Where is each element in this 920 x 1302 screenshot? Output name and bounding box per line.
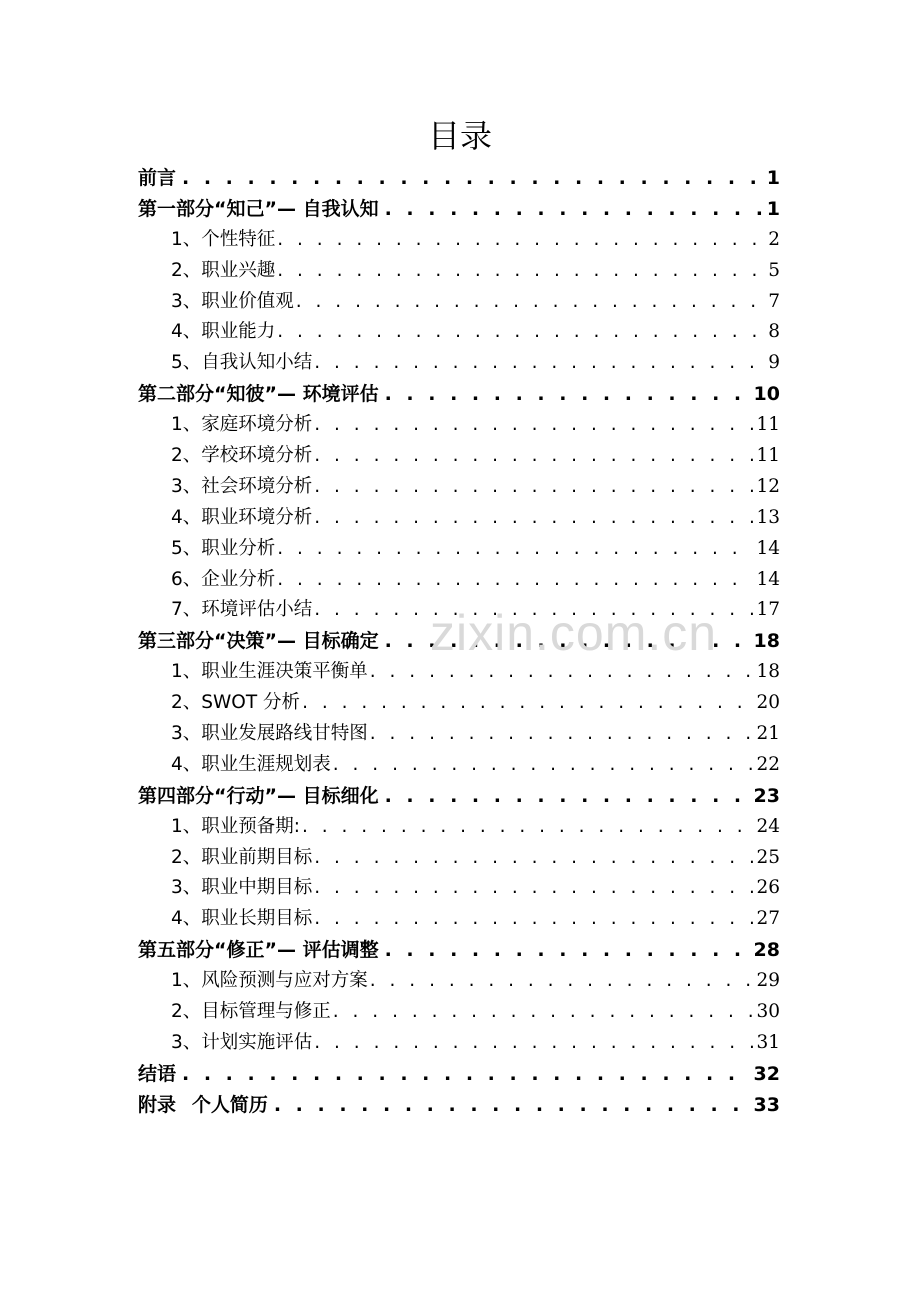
toc-subsection-entry[interactable]	[138, 1028, 780, 1059]
toc-entry-subtitle: 个人简历	[191, 1093, 268, 1116]
toc-subsection-entry[interactable]	[138, 225, 780, 256]
toc-entry-title: 5、自我认知小结	[171, 352, 313, 374]
toc-dot-leader	[274, 1090, 751, 1121]
toc-page-number: 29	[756, 970, 780, 992]
toc-page-number: 30	[756, 1001, 780, 1023]
toc-page-number: 32	[753, 1062, 780, 1085]
toc-dot-leader	[277, 534, 753, 565]
toc-page-number: 11	[756, 445, 780, 467]
toc-entry-title: 5、职业分析	[171, 537, 276, 559]
toc-subsection-entry[interactable]	[138, 472, 780, 503]
toc-entry-title: 2、学校环境分析	[171, 445, 313, 467]
toc-page-number: 1	[766, 197, 780, 220]
toc-entry-title: 4、职业能力	[171, 321, 276, 343]
toc-entry-title: 7、环境评估小结	[171, 599, 313, 621]
toc-entry-title: 2、目标管理与修正	[171, 1001, 331, 1023]
toc-entry-title: 1、职业生涯决策平衡单	[171, 661, 368, 683]
toc-subsection-entry[interactable]	[138, 565, 780, 596]
toc-dot-leader	[370, 657, 754, 688]
toc-entry-title: 4、职业长期目标	[171, 908, 313, 930]
toc-dot-leader	[277, 256, 765, 287]
toc-subsection-entry[interactable]	[138, 966, 780, 997]
toc-dot-leader	[314, 503, 753, 534]
toc-subsection-entry[interactable]	[138, 688, 780, 719]
toc-subsection-entry[interactable]	[138, 503, 780, 534]
toc-entry-title: 3、职业中期目标	[171, 877, 313, 899]
toc-page-number: 14	[756, 537, 780, 559]
toc-subsection-entry[interactable]	[138, 719, 780, 750]
toc-page-number: 11	[756, 414, 780, 436]
toc-dot-leader	[333, 750, 754, 781]
toc-page-number: 12	[756, 475, 780, 497]
toc-entry-title: 第一部分“知己”— 自我认知	[138, 197, 379, 220]
toc-dot-leader	[277, 317, 765, 348]
toc-page-number: 27	[756, 908, 780, 930]
toc-dot-leader	[385, 194, 764, 225]
toc-dot-leader	[314, 843, 753, 874]
toc-subsection-entry[interactable]	[138, 843, 780, 874]
toc-section-entry[interactable]	[138, 163, 780, 194]
toc-dot-leader	[314, 1028, 753, 1059]
toc-page-number: 21	[756, 723, 780, 745]
toc-entry-title: 1、风险预测与应对方案	[171, 970, 368, 992]
toc-subsection-entry[interactable]	[138, 348, 780, 379]
toc-page-number: 14	[756, 568, 780, 590]
toc-subsection-entry[interactable]	[138, 441, 780, 472]
toc-dot-leader	[182, 163, 764, 194]
toc-entry-title: 第五部分“修正”— 评估调整	[138, 939, 379, 962]
toc-dot-leader	[385, 379, 751, 410]
toc-section-entry[interactable]	[138, 1090, 780, 1121]
toc-section-entry[interactable]	[138, 1059, 780, 1090]
toc-dot-leader	[277, 225, 765, 256]
toc-page-number: 5	[768, 259, 780, 281]
toc-page-number: 28	[753, 939, 780, 962]
toc-entry-title: 结语	[138, 1062, 177, 1085]
toc-subsection-entry[interactable]	[138, 595, 780, 626]
toc-page-number: 1	[766, 167, 780, 189]
toc-subsection-entry[interactable]	[138, 410, 780, 441]
toc-dot-leader	[385, 781, 751, 812]
toc-dot-leader	[277, 565, 753, 596]
toc-page-number: 22	[756, 753, 780, 775]
toc-dot-leader	[314, 410, 753, 441]
toc-dot-leader	[385, 626, 751, 657]
toc-section-entry[interactable]	[138, 379, 780, 410]
toc-entry-title: 3、社会环境分析	[171, 475, 313, 497]
toc-dot-leader	[333, 997, 754, 1028]
toc-subsection-entry[interactable]	[138, 904, 780, 935]
toc-subsection-entry[interactable]	[138, 256, 780, 287]
toc-page-number: 10	[753, 383, 780, 406]
toc-entry-title: 前言	[138, 167, 177, 189]
toc-dot-leader	[370, 966, 754, 997]
toc-page-number: 24	[756, 815, 780, 837]
toc-entry-title: 2、职业前期目标	[171, 846, 313, 868]
toc-dot-leader	[182, 1059, 751, 1090]
toc-entry-title: 6、企业分析	[171, 568, 276, 590]
toc-page-number: 17	[756, 599, 780, 621]
table-of-contents	[138, 163, 780, 1121]
toc-entry-title: 4、职业生涯规划表	[171, 753, 331, 775]
toc-section-entry[interactable]	[138, 626, 780, 657]
toc-entry-title: 3、职业价值观	[171, 290, 294, 312]
toc-page-number: 2	[768, 228, 780, 250]
toc-dot-leader	[370, 719, 754, 750]
page-title: 目录	[427, 117, 492, 155]
toc-subsection-entry[interactable]	[138, 657, 780, 688]
toc-entry-title: 第二部分“知彼”— 环境评估	[138, 383, 379, 406]
toc-page-number: 13	[756, 506, 780, 528]
toc-subsection-entry[interactable]	[138, 534, 780, 565]
toc-entry-title: 4、职业环境分析	[171, 506, 313, 528]
toc-subsection-entry[interactable]	[138, 997, 780, 1028]
watermark: zixin.com.cn	[430, 605, 718, 661]
toc-entry-title: 3、计划实施评估	[171, 1031, 313, 1053]
toc-page-number: 18	[753, 630, 780, 653]
toc-entry-title: 1、家庭环境分析	[171, 414, 313, 436]
toc-page-number: 7	[768, 290, 780, 312]
toc-section-entry[interactable]	[138, 935, 780, 966]
toc-page-number: 26	[756, 877, 780, 899]
toc-entry-title: 1、个性特征	[171, 228, 276, 250]
toc-dot-leader	[296, 287, 765, 318]
toc-entry-title: 2、职业兴趣	[171, 259, 276, 281]
toc-dot-leader	[314, 348, 765, 379]
toc-dot-leader	[302, 812, 753, 843]
toc-dot-leader	[314, 595, 753, 626]
toc-entry-title: 3、职业发展路线甘特图	[171, 723, 368, 745]
toc-page-number: 23	[753, 784, 780, 807]
toc-page-number: 33	[753, 1093, 780, 1116]
toc-section-entry[interactable]	[138, 781, 780, 812]
toc-page-number: 18	[756, 661, 780, 683]
toc-dot-leader	[314, 873, 753, 904]
toc-entry-title: 第三部分“决策”— 目标确定	[138, 630, 379, 653]
toc-subsection-entry[interactable]	[138, 750, 780, 781]
toc-page-number: 20	[756, 692, 780, 714]
toc-subsection-entry[interactable]	[138, 287, 780, 318]
toc-dot-leader	[314, 904, 753, 935]
toc-page-number: 31	[756, 1031, 780, 1053]
toc-subsection-entry[interactable]	[138, 317, 780, 348]
toc-section-entry[interactable]	[138, 194, 780, 225]
toc-dot-leader	[302, 688, 753, 719]
toc-entry-title: 1、职业预备期:	[171, 815, 301, 837]
toc-dot-leader	[314, 441, 753, 472]
toc-page-number: 25	[756, 846, 780, 868]
toc-dot-leader	[385, 935, 751, 966]
toc-dot-leader	[314, 472, 753, 503]
toc-page-number: 9	[768, 352, 780, 374]
toc-entry-title: 2、SWOT 分析	[171, 692, 301, 714]
toc-entry-title: 第四部分“行动”— 目标细化	[138, 784, 379, 807]
toc-page-number: 8	[768, 321, 780, 343]
toc-subsection-entry[interactable]	[138, 873, 780, 904]
toc-entry-title: 附录	[138, 1093, 177, 1116]
toc-subsection-entry[interactable]	[138, 812, 780, 843]
